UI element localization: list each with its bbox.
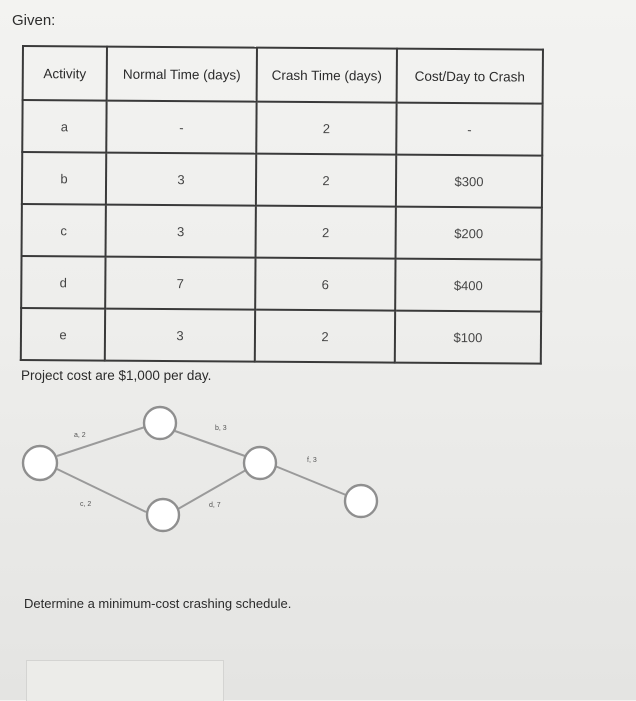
- cell-cost-per-day: $200: [396, 207, 542, 260]
- table-row: [22, 100, 542, 156]
- edge-c: [57, 469, 146, 512]
- edge-label-c: c, 2: [80, 501, 92, 508]
- node-4: [244, 447, 276, 479]
- cell-cost-per-day: $100: [395, 311, 541, 364]
- edge-label-f: f, 3: [307, 457, 317, 464]
- edge-label-b: b, 3: [215, 425, 227, 432]
- cell-activity: a: [22, 100, 106, 153]
- cell-activity: b: [22, 152, 106, 205]
- cell-normal-time: -: [106, 101, 256, 154]
- node-1: [23, 446, 57, 480]
- crash-data-table: [20, 45, 544, 365]
- cell-cost-per-day: $300: [396, 155, 542, 208]
- header-cost-per-day: Cost/Day to Crash: [397, 49, 543, 104]
- cell-crash-time: 2: [256, 154, 396, 207]
- table-row: [21, 256, 541, 312]
- table-header-row: [23, 46, 543, 104]
- cell-crash-time: 2: [255, 310, 395, 363]
- header-crash-time: Crash Time (days): [257, 48, 397, 103]
- table-row: [21, 308, 541, 364]
- edge-label-a: a, 2: [74, 432, 86, 439]
- table-row: [22, 152, 542, 208]
- node-5: [345, 485, 377, 517]
- cell-normal-time: 3: [106, 153, 256, 206]
- question-text: Determine a minimum-cost crashing schedule.: [24, 596, 292, 611]
- cell-activity: e: [21, 308, 105, 361]
- header-activity: Activity: [23, 46, 107, 101]
- cell-normal-time: 3: [105, 309, 255, 362]
- given-label: Given:: [12, 12, 56, 29]
- project-cost-note: Project cost are $1,000 per day.: [21, 368, 212, 383]
- cell-cost-per-day: $400: [395, 259, 541, 312]
- project-network-diagram: [0, 395, 420, 535]
- table-row: [22, 204, 542, 260]
- cell-normal-time: 3: [106, 205, 256, 258]
- edge-b: [175, 431, 245, 456]
- header-normal-time: Normal Time (days): [107, 47, 257, 102]
- cell-cost-per-day: -: [396, 103, 542, 156]
- node-2: [144, 407, 176, 439]
- cell-crash-time: 2: [256, 206, 396, 259]
- edge-f: [275, 466, 346, 495]
- cell-activity: d: [21, 256, 105, 309]
- node-3: [147, 499, 179, 531]
- cell-crash-time: 6: [255, 258, 395, 311]
- cell-normal-time: 7: [105, 257, 255, 310]
- answer-input[interactable]: [26, 660, 224, 701]
- edge-label-d: d, 7: [209, 502, 221, 509]
- cell-activity: c: [22, 204, 106, 257]
- edge-a: [57, 427, 145, 456]
- cell-crash-time: 2: [256, 102, 396, 155]
